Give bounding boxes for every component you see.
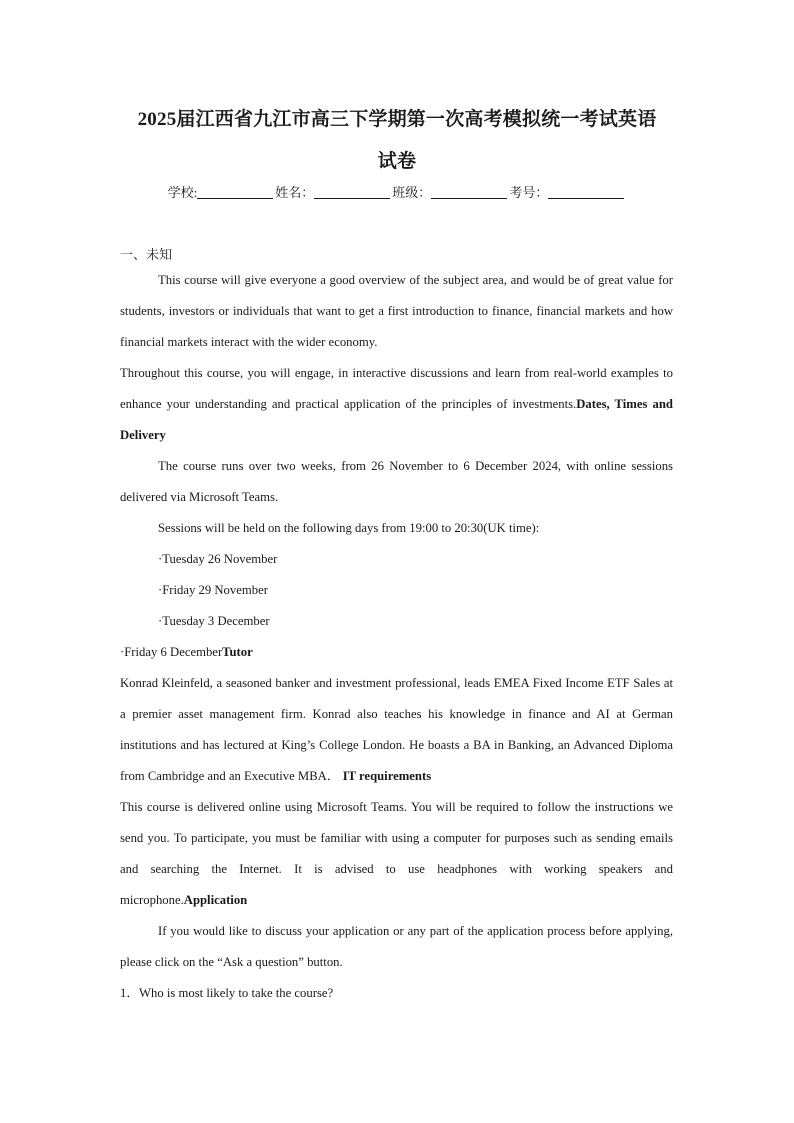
document-title-line1: 2025届江西省九江市高三下学期第一次高考模拟统一考试英语 xyxy=(137,109,657,130)
section-heading: 一、未知 xyxy=(120,247,173,262)
heading-dates: Dates, Times and Delivery xyxy=(120,397,673,442)
date-item: ·Tuesday 3 December xyxy=(158,614,270,628)
heading-application: Application xyxy=(183,893,248,907)
date-item-last xyxy=(120,637,673,668)
paragraph-intro: This course will give everyone a good overview of the subject area, and would be of great value for students, investors or individuals that want to get a first introduction to finance, financial markets and how financial markets interact with the wider economy. xyxy=(120,273,673,349)
id-label: 考号： xyxy=(509,185,549,200)
date-item: ·Tuesday 26 November xyxy=(158,552,278,566)
paragraph-sessions: Sessions will be held on the following days from 19:00 to 20:30(UK time): xyxy=(158,521,540,535)
paragraph-throughout xyxy=(120,358,673,451)
paragraph-tutor xyxy=(120,668,673,792)
paragraph-application: If you would like to discuss your application or any part of the application process before applying, please click on the “Ask a question” button. xyxy=(120,924,673,969)
school-blank[interactable] xyxy=(197,185,273,199)
paragraph-it xyxy=(120,792,673,916)
name-label: 姓名： xyxy=(275,185,315,200)
passage-body xyxy=(120,265,673,1009)
school-label: 学校: xyxy=(167,185,198,200)
date-item: ·Friday 29 November xyxy=(158,583,268,597)
question-1: 1．Who is most likely to take the course? xyxy=(120,986,334,1000)
date-item: ·Friday 6 December xyxy=(120,645,223,659)
class-label: 班级： xyxy=(392,185,432,200)
paragraph-it-text: This course is delivered online using Microsoft Teams. You will be required to follow the instructions we send you. To participate, you must be familiar with using a computer for purposes such as sending emails and searching the Internet. It is advised to use headphones with working speakers and microphone. xyxy=(120,800,673,907)
paragraph-throughout-text: Throughout this course, you will engage, in interactive discussions and learn from real-world examples to enhance your understanding and practical application of the principles of investments. xyxy=(120,366,673,411)
id-blank[interactable] xyxy=(548,185,624,199)
student-info-line xyxy=(0,182,794,201)
heading-tutor: Tutor xyxy=(222,645,253,659)
class-blank[interactable] xyxy=(431,185,507,199)
paragraph-course-runs: The course runs over two weeks, from 26 November to 6 December 2024, with online sessions delivered via Microsoft Teams. xyxy=(120,459,673,504)
name-blank[interactable] xyxy=(314,185,390,199)
paragraph-tutor-text: Konrad Kleinfeld, a seasoned banker and investment professional, leads EMEA Fixed Income ETF Sales at a premier asset management firm. Konrad also teaches his knowledge in finance and AI at German institutions and has lectured at King’s College London. He boasts a BA in Banking, an Advanced Diploma from Cambridge and an Executive MBA． xyxy=(120,676,673,783)
document-title-line2: 试卷 xyxy=(377,151,417,172)
heading-it-requirements: IT requirements xyxy=(342,769,432,783)
